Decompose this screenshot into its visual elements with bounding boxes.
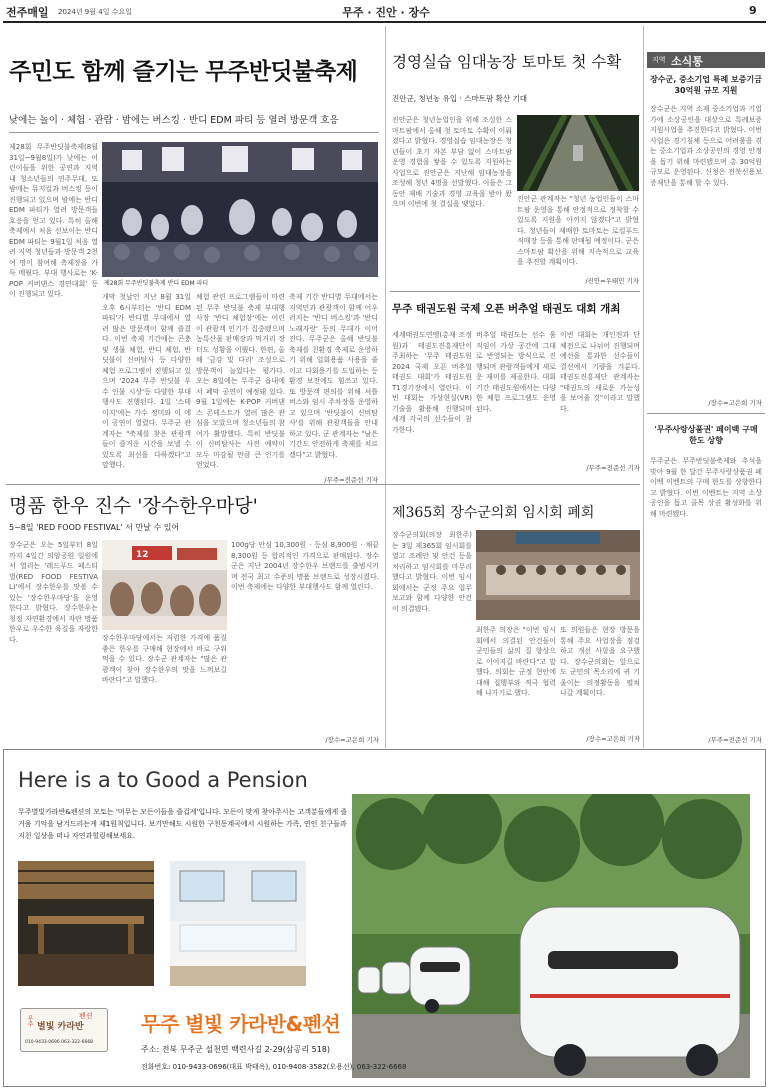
article4-headline: 명품 한우 진수 '장수한우마당'	[9, 495, 258, 517]
ad-box	[3, 749, 766, 1087]
article2-byline: /진안=우태민 기자	[585, 277, 639, 285]
article5-headline: 제365회 장수군의회 임시회 폐회	[392, 505, 595, 521]
paper-name: 전주매일	[6, 6, 49, 19]
article4-subhead: 5~8일 'RED FOOD FESTIVAL' 서 만날 수 있어	[9, 523, 180, 532]
article3-col3: 이번 대회는 개인전과 단체전으로 나뉘어 진행되며 예선을 통과한 선수들이 결선에서 기량을 겨룬다. 태권도진흥재단 관계자는 "태권도의 새로운 가능성을 보여줄 것"이라고 말했다.	[560, 331, 640, 413]
ad-business-name: 무주 별빛 카라반&펜션	[141, 1012, 341, 1036]
article3-col1: 세계태권도연맹(총재 조정원)과 태권도진흥재단이 주최하는 '무주 태권도원 2024 국제 오픈 버추얼 태권도 대회'가 태권도원 T1경기장에서 열린다. 이번 대회는 가상현실(VR) 기술을 활용해 진행되며 세계 각국의 선수들이 참가한다.	[392, 331, 472, 434]
article2-col2: 진안군 관계자는 "청년 농업인들이 스마트팜 운영을 통해 안정적으로 정착할 수 있도록 지원을 아끼지 않겠다"고 밝혔다. 청년들이 재배한 토마토는 로컬푸드 직매장 등을 통해 판매될 예정이다. 군은 스마트팜 확산을 위해 지속적으로 교육을 추진할 계획이다.	[517, 195, 639, 266]
svg-text:12: 12	[136, 550, 149, 560]
ad-photo-caravans	[352, 794, 750, 1078]
article5-col2: 최한주 의장은 "이번 임시회에서 의결된 안건들이 군민들의 삶의 질 향상으로 이어지길 바란다"고 말했다. 의회는 군정 현안에 대해 집행부와 적극 협력해 나가기로 했다.	[476, 626, 556, 697]
article4-col1: 장수군은 오는 5일부터 8일까지 4일간 의암공원 일원에서 열리는 '레드푸드 페스티벌(RED FOOD FESTIVAL)'에서 장수한우를 맛볼 수 있는 '장수한우마당'을 운영한다고 밝혔다. 장수한우는 청정 자연환경에서 자란 명품 한우로 우수한 육질을 자랑한다.	[9, 541, 98, 644]
sidebar-item2-title: '무주사랑상품권' 페이백 구매 한도 상향	[654, 425, 758, 445]
ad-photo-room	[170, 861, 306, 986]
article3-headline: 무주 태권도원 국제 오픈 버추얼 태권도 대회 개최	[392, 303, 621, 315]
article1-col2: 개막 첫날인 지난 8월 31일 오후 6시부터는 '반디 EDM 파티'가 반디별 무대에서 열려 많은 방문객이 함께 즐겼다. 이번 축제 기간에는 곤충 및 생물 체험, 반디 체험, 반딧불이 신비탐사 등 다양한 체험 프로그램이 진행되고 있으며 '2024 무주 반딧불 우수 인물 시상'등 다양한 부대행사도 진행된다. 1일 '스테이지'에는 가수 정미와 이 에이 공연이 열렸다. 무주군 관계자는 "축제를 찾은 관광객들이 즐거운 시간을 보낼 수 있도록 최선을 다하겠다"고 말했다.	[102, 293, 191, 469]
article4-byline: /장수=고은희 기자	[325, 736, 379, 744]
article1-subhead: 낮에는 놀이 · 체험 · 관람 · 밤에는 버스킹 · 반디 EDM 파티 등 열려 방문객 호응	[9, 115, 339, 126]
ad-description: 무주별빛카라반&펜션의 모토는 '머무는 모든이들을 즐겁게'입니다. 모든이 맞게 찾아주시는 고객분들에게 즐거움 기억을 남겨드리는게 제1원칙입니다. 보기만해도 시원한 구천동계곡에서 시원하는 가족, 연인 친구들과 지친 일상을 떠나 자연과힐링해보세요.	[18, 808, 348, 840]
ad-title: Here is a to Good a Pension	[18, 768, 308, 792]
article2-photo	[517, 115, 639, 191]
article5-byline: /장수=고은희 기자	[586, 735, 640, 743]
page-number: 9	[749, 4, 757, 17]
ad-sign	[20, 1008, 108, 1052]
article1-photo	[102, 142, 378, 277]
sidebar-rule	[647, 413, 765, 414]
sidebar-tag: 지역	[652, 56, 666, 64]
article5-photo	[476, 530, 640, 620]
article1-col3: 체험 관련 프로그램들이 마련된 무주 반딧불 축제 부대행사장 '반디 체험장'에는 어린이 관광객 인기가 집중됐으며 농특산물 판매장과 먹거리 장터도 성황을 이뤘다. 한편, 올해 '금강 빛 다리' 조성으로 방문객이 늘었다는 평가다. 오는 8일에는 무주군 읍내에서 폐막 공연이 예정돼 있다. 9월 1일에는 K-POP 커버댄스 콘테스트가 열려 많은 관심을 모았으며 청소년들의 참여가 활발했다. 특히 반딧불이 신비탐사는 사전 예약이 모두 마감될 만큼 큰 인기를 얻었다.	[196, 293, 285, 469]
mid-rule	[6, 484, 640, 485]
sidebar-item1-title: 장수군, 중소기업 특례 보증기금 30억원 규모 지원	[650, 75, 762, 95]
section-name: 무주 · 진안 · 장수	[342, 6, 430, 19]
article1-byline: /무주=전준선 기자	[324, 476, 378, 484]
issue-date: 2024년 9월 4일 수요일	[58, 8, 132, 16]
article2-col1: 진안군은 청년농업인을 위해 조성한 스마트팜에서 올해 첫 토마토 수확이 이뤄졌다고 밝혔다. 경영실습 임대농장은 청년들이 초기 자본 부담 없이 스마트팜 운영 경험을 쌓을 수 있도록 지원하는 사업으로 진안군은 지난해 임대농장을 조성해 청년 4명을 선발했다. 이들은 그동안 재배 기술과 경영 교육을 받아 왔으며 이번에 첫 결실을 맺었다.	[392, 116, 512, 208]
section-rule	[390, 291, 640, 292]
article2-headline: 경영실습 임대농장 토마토 첫 수확	[392, 53, 622, 71]
ad-photo-deck	[18, 861, 154, 986]
sidebar-item2-byline: /무주=전준선 기자	[708, 736, 762, 744]
ad-sign-label: 무주	[26, 1015, 33, 1027]
article4-col2: 장수한우마당에서는 저렴한 가격에 품질 좋은 한우를 구매해 현장에서 바로 구워 먹을 수 있다. 장수군 관계자는 "많은 관광객이 찾아 장수한우의 맛을 느껴보길 바란다"고 말했다.	[102, 634, 227, 684]
sidebar-divider	[643, 26, 644, 748]
article5-col1: 장수군의회(의장 최한주)는 3일 제365회 임시회를 열고 조례안 및 안건 등을 처리하고 임시회를 마무리했다고 밝혔다. 이번 임시회에서는 군정 주요 업무 보고와 함께 다양한 안건이 의결됐다.	[392, 531, 472, 613]
sidebar-item2-body: 무주군은 무주반딧불축제와 추석을 맞아 9월 한 달간 무주사랑상품권 페이백 이벤트의 구매 한도를 상향한다고 밝혔다. 이번 이벤트는 지역 소상공인을 돕고 골목 상권 활성화를 위해 마련됐다.	[650, 457, 762, 518]
article4-col3-body: 100g당 안심 10,300원 · 등심 8,900원 · 채끝 8,300원 등 합리적인 가격으로 판매된다. 장수군은 지난 2004년 장수한우 브랜드를 출범시키며 전국 최고 수준의 명품 브랜드로 성장시켰다. 이번 축제에는 다양한 부대행사도 함께 열린다.	[231, 541, 379, 591]
article3-col2: 버추얼 태권도는 선수 움직임이 가상 공간에 그대로 반영되는 방식으로 진행되며 관람객들에게 새로운 재미를 제공한다. 대회 기간 태권도원에서는 다양한 체험 프로그램도 운영된다.	[476, 331, 556, 413]
article1-headline: 주민도 함께 즐기는 무주반딧불축제	[9, 58, 358, 85]
article1-col1: 제28회 무주반딧불축제(8월31일~9월8일)가 낮에는 어린이들을 위한 공연과 지역 내 청소년들의 연주무대, 또 밤에는 뮤지컬과 버스킹 등이 진행되고 있으며 밤에는 반디 EDM 파티가 열려 방문객들 호응을 얻고 있다. 특히 올해 축제에서 처음 선보이는 반디 EDM 파티는 9월1일 처음 열려 지역 청년들과 방문객 2천여 명이 참여해 축제장을 가득 메웠다. 부대 행사로는 'K-POP 커버댄스 경연대회' 등이 진행되고 있다.	[9, 143, 98, 298]
sidebar-item1-body: 장수군은 지역 소재 중소기업과 기업가에 소상공인을 대상으로 특례보증 지원사업을 추진한다고 밝혔다. 이번 사업은 경기침체 등으로 어려움을 겪는 중소기업과 소상공인의 경영 안정을 돕기 위해 마련됐으며 총 30억원 규모로 운영된다. 신청은 전북신용보증재단을 통해 할 수 있다.	[650, 105, 762, 187]
article4-photo	[102, 540, 227, 630]
article3-byline: /무주=전준선 기자	[586, 464, 640, 472]
ad-sign-phone: 010-9433-0696 063-322-6668	[25, 1040, 94, 1045]
article1-photo-caption: 제28회 무주반딧불축제 반디 EDM 파티	[104, 280, 209, 287]
article1-col4: 축제 기간 반디별 무대에서는 지역민과 관광객이 함께 어우러지는 '반디 버스킹'과 '반디 노래자랑' 등의 무대가 이어진다. 무주군은 올해 반딧불축제를 친환경 축제로 운영하기 위해 일회용품 사용을 줄이고 다회용기를 도입하는 등 환경 보전에도 힘쓰고 있다. 또 방문객 편의를 위해 셔틀버스와 임시 주차장을 운영하고 있으며 '반딧불이 신비탐사'를 위해 관광객들을 안내하고 있다. 군 관계자는 "남은 기간도 안전하게 축제를 치르겠다"고 밝혔다.	[289, 293, 378, 459]
article5-col3: 또 의원들은 현장 방문을 통해 주요 사업장을 점검하고 개선 사항을 요구했다. 장수군의회는 앞으로도 군민의 목소리에 귀 기울이는 의정활동을 펼쳐 나갈 계획이다.	[560, 626, 640, 697]
article1-rule	[9, 132, 379, 133]
header-rule	[3, 21, 766, 23]
sidebar-item1-byline: /장수=고은희 기자	[708, 399, 762, 407]
sidebar-banner	[647, 52, 765, 68]
ad-address: 주소: 전북 무주군 설천면 백련사길 2-29(삼공리 518)	[141, 1045, 330, 1054]
ad-sign-name: 별빛 카라반	[37, 1022, 84, 1032]
ad-phone: 전화번호: 010-9433-0696(대표 박태옥), 010-9408-3582(오용선), 063-322-6668	[141, 1063, 407, 1071]
sidebar-title: 소식통	[671, 55, 703, 68]
ad-sign-sub: 펜션	[79, 1012, 93, 1020]
page-header	[0, 0, 769, 22]
column-divider	[385, 26, 386, 748]
article2-subhead: 진안군, 청년농 유입 · 스마트팜 확산 기대	[392, 94, 527, 103]
